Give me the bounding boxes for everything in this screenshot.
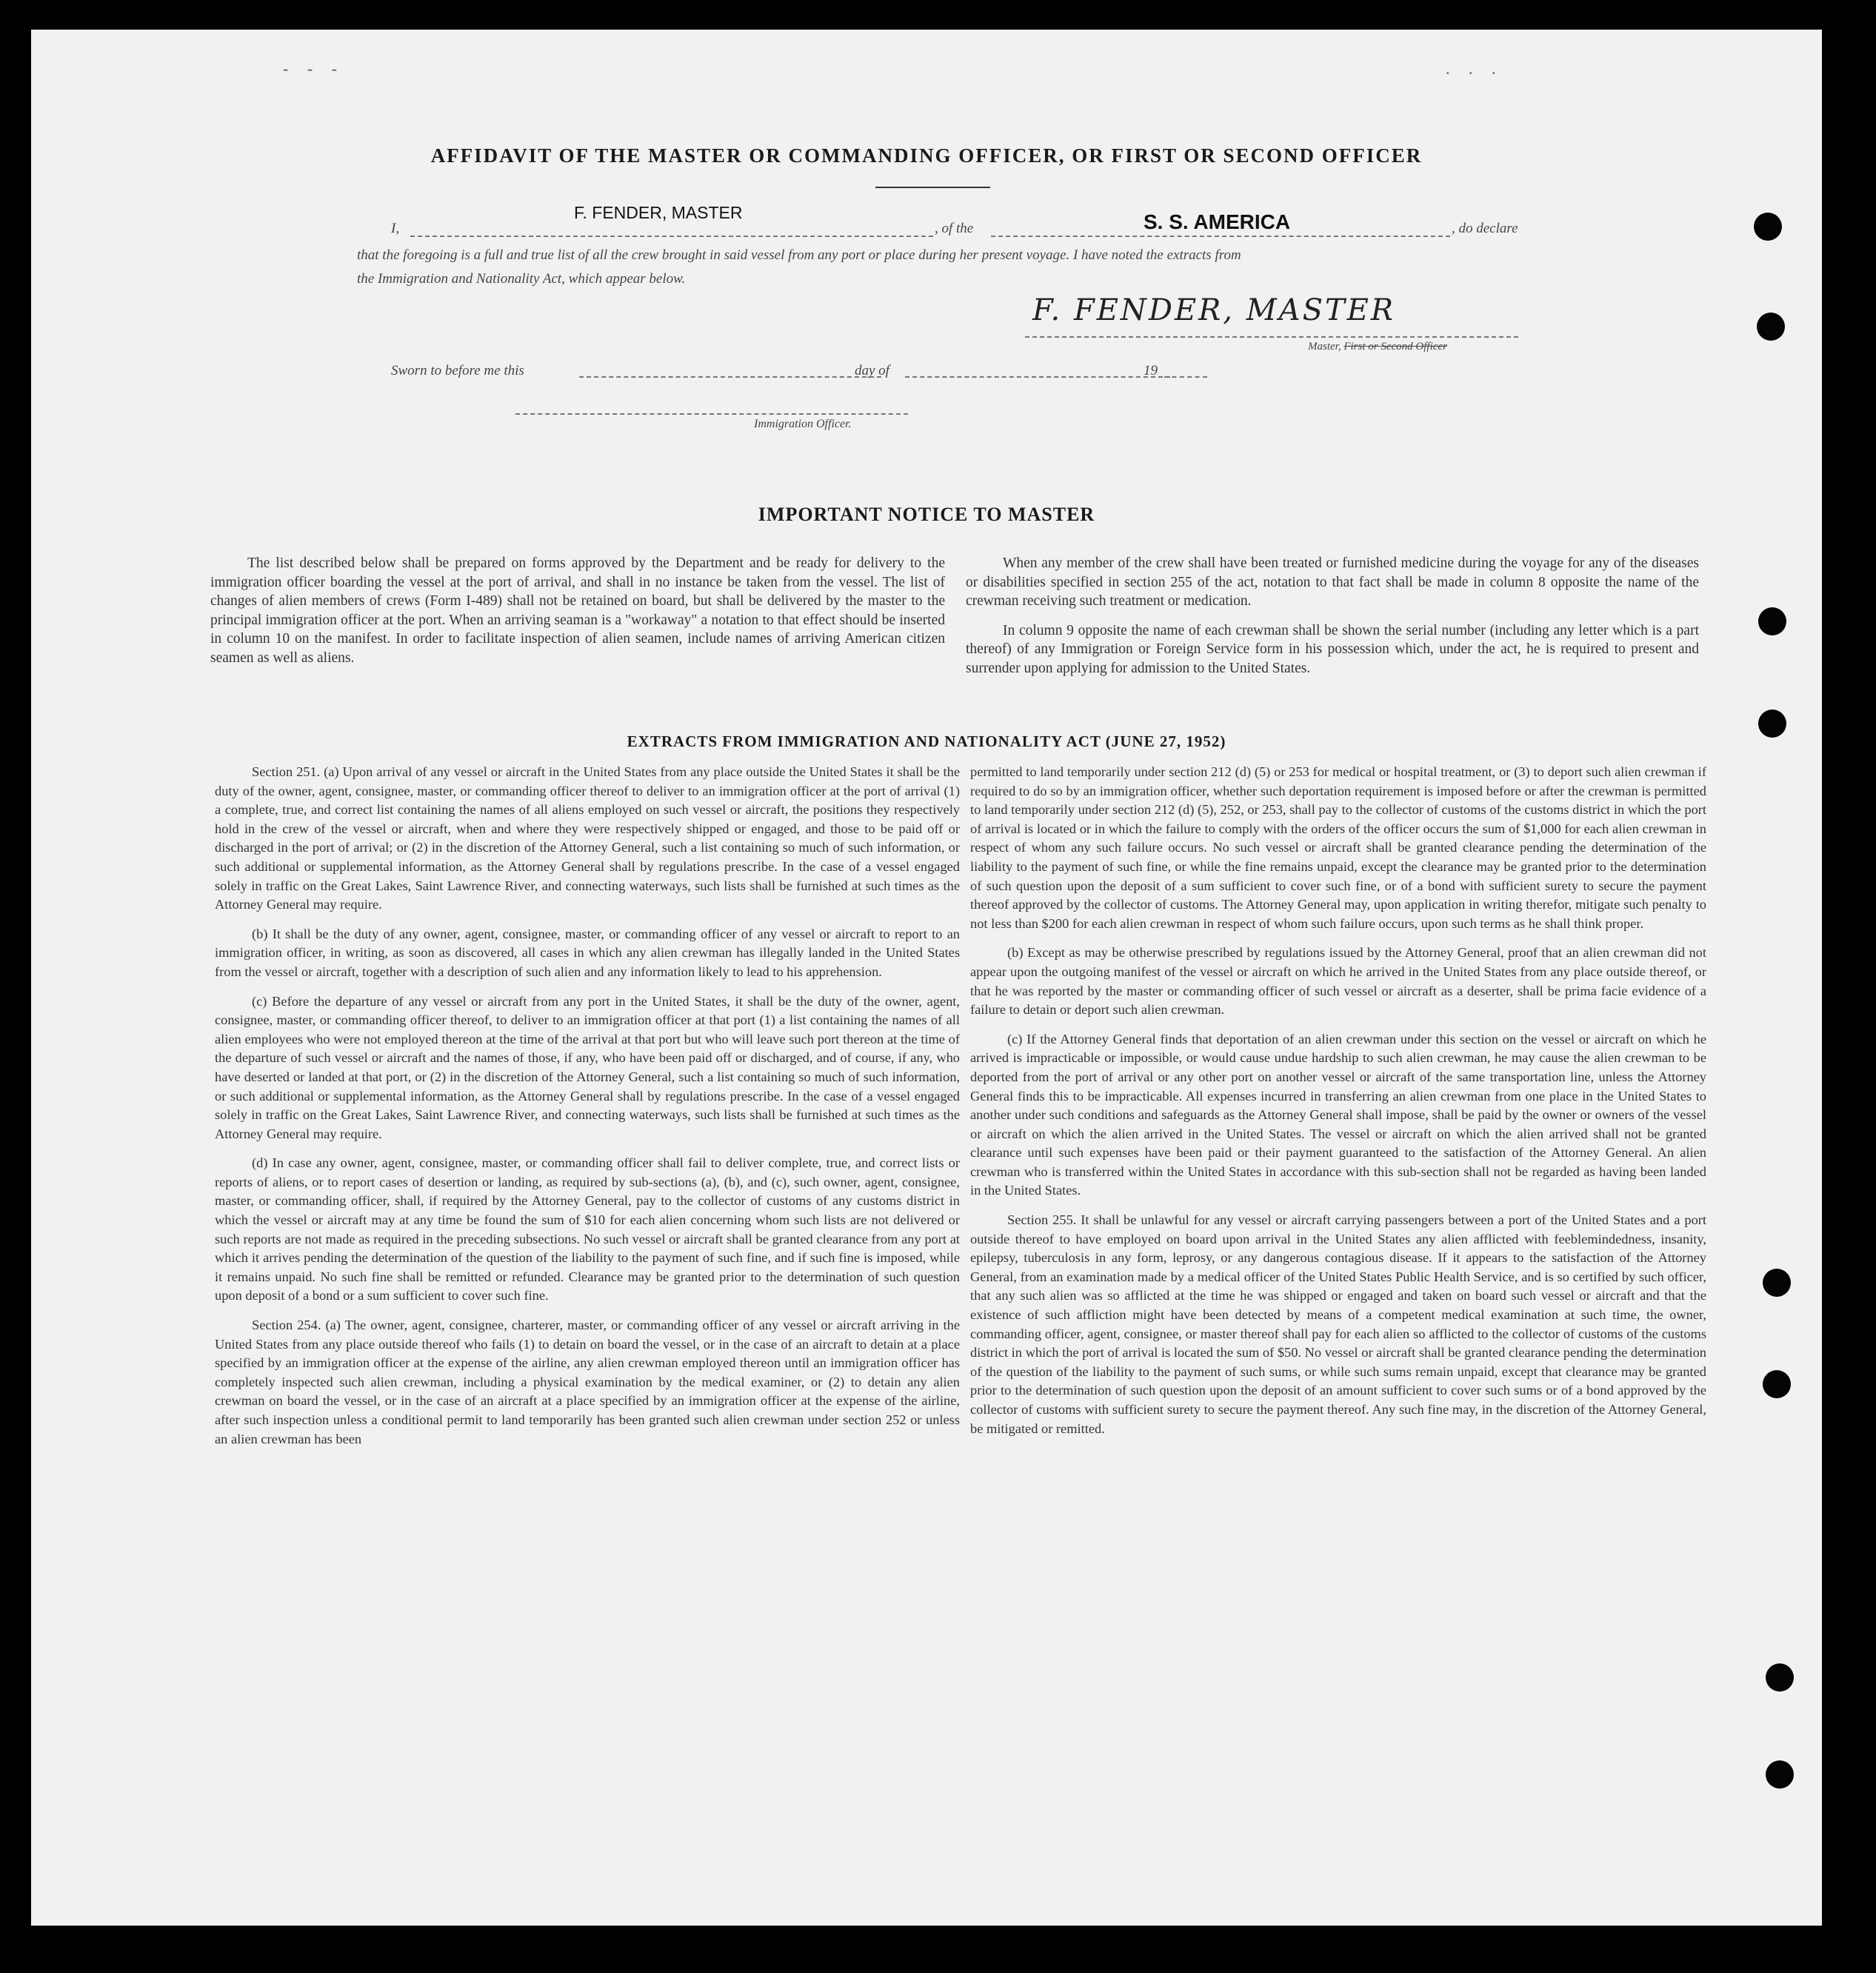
extract-paragraph: Section 254. (a) The owner, agent, consignee, charterer, master, or commanding officer of any vessel or aircraft arriving in the United States from any place outside thereof who fails (1) to detain on board the vessel, or in the case of an aircraft to detain at a place specified by an immigration officer at the expense of the airline, any alien crewman employed thereon until an immigration officer has completely inspected such alien crewman, including a physical examination by the medical examiner, or (2) to detain any alien crewman on board the vessel, or in the case of an aircraft at a place specified by an immigration officer at the expense of the airline, after such inspection unless a conditional permit to land temporarily has been granted such alien crewman under section 252 or unless an alien crewman has been	[215, 1318, 960, 1446]
master-signature: F. FENDER, MASTER	[1032, 293, 1395, 327]
extract-paragraph: (b) It shall be the duty of any owner, agent, consignee, master, or commanding officer of any vessel or aircraft to report to an immigration officer, in writing, as soon as discovered, all cases in which any alien crewman has illegally landed in the United States from the vessel or aircraft, together with a description of such alien and any information likely to lead to his apprehension.	[215, 926, 960, 979]
punch-hole	[1763, 1269, 1791, 1297]
corner-mark-right: . . .	[1446, 59, 1503, 78]
punch-hole	[1766, 1760, 1794, 1789]
punch-hole	[1757, 313, 1785, 341]
extract-paragraph: permitted to land temporarily under section 212 (d) (5) or 253 for medical or hospital treatment, or (3) to deport such alien crewman if required to do so by an immigration officer, whether such deportation requirement is imposed before or after the crewman is permitted to land temporarily under section 212 (d) (5), 252, or 253, shall pay to the collector of customs of the customs district in which the port of arrival is located or in which the failure to comply with the orders of the officer occurs the sum of $1,000 for each alien crewman in respect of whom any such failure occurs. No such vessel or aircraft shall be granted clearance pending the determination of the liability to the payment of such fine, or while the fine remains unpaid, except the clearance may be granted prior to the determination of such question upon the deposit of a sum sufficient to cover such fine, or of a bond with sufficient surety to secure the payment thereof approved by the collector of customs. The Attorney General may, upon application in writing therefor, mitigate such penalty to not less than $200 for each alien crewman in respect of whom such failure occurs, upon such terms as he shall think proper.	[970, 764, 1706, 931]
notice-heading: IMPORTANT NOTICE TO MASTER	[758, 504, 1095, 525]
year-prefix: 19	[1144, 363, 1158, 378]
signature-label	[1308, 341, 1447, 353]
punch-hole	[1754, 213, 1782, 241]
master-name-line	[410, 236, 933, 237]
sworn-text: Sworn to before me this	[391, 363, 524, 378]
officer-label: Immigration Officer.	[754, 418, 852, 430]
notice-paragraph: The list described below shall be prepared on forms approved by the Department and be ready for delivery to the immigration officer boarding the vessel at the port of arrival, and shall in no instance be taken from the vessel. The list of changes of alien members of crews (Form I-489) shall not be retained on board, but shall be delivered by the master to the principal immigration officer at the port. When an arriving seaman is a "workaway" a notation to that effect should be inserted in column 10 on the manifest. In order to facilitate inspection of alien seamen, include names of arriving American citizen seamen as well as aliens.	[210, 555, 945, 666]
extract-paragraph: (d) In case any owner, agent, consignee, master, or commanding officer shall fail to deliver complete, true, and correct lists or reports of aliens, or to report cases of desertion or landing, as required by sub-sections (a), (b), and (c), such owner, agent, consignee, master, or commanding officer, shall, if required by the Attorney General, pay to the collector of customs of any customs district in which the vessel or aircraft may at any time be found the sum of $10 for each alien concerning whom such lists are not delivered or such reports are not made as required in the preceding subsections. No such vessel or aircraft shall be granted clearance from any port at which it arrives pending the determination of the question of the liability to the payment of such fine, and if such fine is imposed, while it remains unpaid. No such fine shall be remitted or refunded. Clearance may be granted prior to the determination of such question upon deposit of a bond or a sum sufficient to cover such fine.	[215, 1155, 960, 1303]
notice-paragraph: In column 9 opposite the name of each crewman shall be shown the serial number (including any letter which is a part thereof) of any Immigration or Foreign Service form in his possession which, under the act, he is required to present and surrender upon applying for admission to the United States.	[966, 622, 1699, 676]
statement-line-1: that the foregoing is a full and true list of all the crew brought in said vessel from any port or place during her present voyage. I have noted the extracts from	[357, 247, 1241, 263]
document-page	[31, 30, 1822, 1926]
extracts-right-column	[970, 763, 1706, 1449]
extract-paragraph: (c) If the Attorney General finds that deportation of an alien crewman under this section on the vessel or aircraft on which he arrived is impracticable or impossible, or would cause undue hardship to such alien crewman, he may cause the alien crewman to be deported from the port of arrival or any other port on another vessel or aircraft of the same transportation line, unless the Attorney General finds this to be impracticable. All expenses incurred in transferring an alien crewman from one place in the United States to another under such conditions and safeguards as the Attorney General shall impose, shall be paid by the owner or owners of the vessel or aircraft on which the alien arrived in the United States. The vessel or aircraft on which the alien arrived shall not be granted clearance until such expenses have been paid or their payment guaranteed to the satisfaction of the Attorney General. An alien crewman who is transferred within the United States in accordance with this sub-section shall not be regarded as having been landed in the United States.	[970, 1031, 1706, 1198]
punch-hole	[1758, 710, 1786, 738]
officer-line	[515, 413, 908, 415]
extracts-left-column	[215, 763, 960, 1459]
sworn-day-line	[579, 376, 881, 378]
do-declare-text: , do declare	[1452, 221, 1518, 236]
vessel-name-line	[991, 236, 1450, 237]
notice-right-column	[966, 554, 1699, 688]
lead-i: I,	[391, 221, 400, 236]
extracts-heading: EXTRACTS FROM IMMIGRATION AND NATIONALITY ACT (JUNE 27, 1952)	[627, 732, 1226, 750]
signature-label-struck: First or Second Officer	[1343, 341, 1447, 353]
signature-line	[1025, 336, 1518, 338]
notice-left-column	[210, 554, 945, 678]
day-of-text: day of	[855, 363, 889, 378]
notice-paragraph: When any member of the crew shall have been treated or furnished medicine during the voyage for any of the diseases or disabilities specified in section 255 of the act, notation to that fact shall be made in column 8 opposite the name of the crewman receiving such treatment or medication.	[966, 555, 1699, 609]
extract-paragraph: (b) Except as may be otherwise prescribed by regulations issued by the Attorney General, proof that an alien crewman did not appear upon the outgoing manifest of the vessel or aircraft on which he arrived in the United States from any place outside thereof, or that he was reported by the master or commanding officer of such vessel or aircraft as a deserter, shall be prima facie evidence of a failure to detain or deport such alien crewman.	[970, 945, 1706, 1018]
vessel-name: S. S. AMERICA	[1144, 210, 1291, 233]
sworn-month-line	[905, 376, 1170, 378]
punch-hole	[1758, 607, 1786, 635]
punch-hole	[1766, 1663, 1794, 1692]
title-rule	[875, 187, 990, 188]
year-line	[1164, 376, 1207, 378]
statement-line-2: the Immigration and Nationality Act, which appear below.	[357, 271, 686, 287]
affidavit-title: AFFIDAVIT OF THE MASTER OR COMMANDING OFFICER, OR FIRST OR SECOND OFFICER	[430, 144, 1423, 167]
extract-paragraph: Section 251. (a) Upon arrival of any vessel or aircraft in the United States from any place outside the United States it shall be the duty of the owner, agent, consignee, master, or commanding officer thereof to deliver to an immigration officer at the port of arrival (1) a complete, true, and correct list containing the names of all aliens employed on such vessel or aircraft, the positions they respectively hold in the crew of the vessel or aircraft, when and where they were respectively shipped or engaged, and those to be paid off or discharged in the port of arrival; or (2) in the discretion of the Attorney General, such a list containing so much of such information, or such additional or supplemental information, as the Attorney General shall by regulations prescribe. In the case of a vessel engaged solely in traffic on the Great Lakes, Saint Lawrence River, and connecting waterways, such lists shall be furnished at such times as the Attorney General may require.	[215, 764, 960, 912]
signature-label-master: Master,	[1308, 341, 1341, 353]
of-the-text: , of the	[935, 221, 974, 236]
extract-paragraph: (c) Before the departure of any vessel or aircraft from any port in the United States, it shall be the duty of the owner, agent, consignee, master, or commanding officer thereof, to deliver to an immigration officer at that port (1) a list containing the names of all alien employees who were not employed thereon at the time of the arrival at that port but who will leave such port thereon at the time of the departure of such vessel or aircraft and the names of those, if any, who have been paid off or discharged, and of course, if any, who have deserted or landed at that port, or (2) in the discretion of the Attorney General, such a list containing so much of such information, or such additional or supplemental information, as the Attorney General shall by regulations prescribe. In the case of a vessel engaged solely in traffic on the Great Lakes, Saint Lawrence River, and connecting waterways, such lists shall be furnished at such times as the Attorney General may require.	[215, 993, 960, 1141]
punch-hole	[1763, 1370, 1791, 1398]
corner-mark-left: - - -	[283, 59, 344, 78]
master-name: F. FENDER, MASTER	[574, 203, 743, 222]
extract-paragraph: Section 255. It shall be unlawful for any vessel or aircraft carrying passengers between a port of the United States and a port outside thereof to have employed on board upon arrival in the United States any alien afflicted with feeblemindedness, insanity, epilepsy, tuberculosis in any form, leprosy, or any dangerous contagious disease. If it appears to the satisfaction of the Attorney General, from an examination made by a medical officer of the United States Public Health Service, and is so certified by such officer, that any such alien was so afflicted at the time he was shipped or engaged and taken on board such vessel or aircraft and that the existence of such affliction might have been detected by means of a competent medical examination at such time, the owner, commanding officer, agent, consignee, or master thereof shall pay for each alien so afflicted to the collector of customs of the customs district in which the port of arrival is located the sum of $50. No vessel or aircraft shall be granted clearance pending the determination of the question of the liability to the payment of such sums, or while such sums remain unpaid, except that clearance may be granted prior to the determination of such question upon the deposit of an amount sufficient to cover such sums or of a bond approved by the collector of customs with sufficient surety to secure the payment thereof. Any such fine may, in the discretion of the Attorney General, be mitigated or remitted.	[970, 1212, 1706, 1436]
